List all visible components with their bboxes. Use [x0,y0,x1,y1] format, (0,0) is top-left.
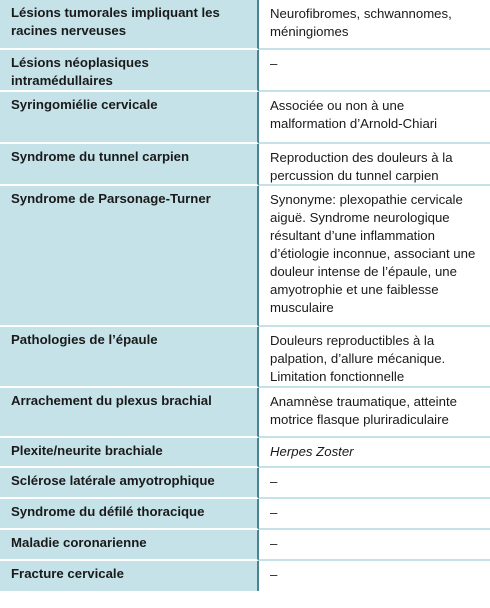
description-cell: – [259,561,490,591]
description-cell: Herpes Zoster [259,438,490,468]
condition-cell: Arrachement du plexus brachial [0,388,259,438]
condition-cell: Syndrome du défilé thoracique [0,499,259,530]
description-cell: Synonyme: plexopathie cervicale aiguë. Syndrome neurologique résultant d’une inflammation d’étiologie inconnue, associant une douleur intense de l’épaule, une amyotrophie et une faiblesse musculaire [259,186,490,327]
condition-cell: Plexite/neurite brachiale [0,438,259,468]
description-cell: Anamnèse traumatique, atteinte motrice flasque pluriradiculaire [259,388,490,438]
description-cell: – [259,50,490,92]
description-cell: – [259,468,490,499]
description-cell: Neurofibromes, schwannomes, méningiomes [259,0,490,50]
condition-cell: Syndrome de Parsonage-Turner [0,186,259,327]
condition-cell: Lésions néoplasiques intramédullaires [0,50,259,92]
description-cell: Douleurs reproductibles à la palpation, d’allure mécanique. Limitation fonctionnelle [259,327,490,388]
condition-cell: Syndrome du tunnel carpien [0,144,259,186]
condition-cell: Fracture cervicale [0,561,259,591]
condition-cell: Syringomiélie cervicale [0,92,259,144]
condition-cell: Maladie coronarienne [0,530,259,561]
description-cell: Reproduction des douleurs à la percussion du tunnel carpien [259,144,490,186]
condition-cell: Pathologies de l’épaule [0,327,259,388]
description-cell: – [259,530,490,561]
description-cell: – [259,499,490,530]
condition-cell: Lésions tumorales impliquant les racines nerveuses [0,0,259,50]
condition-cell: Sclérose latérale amyotrophique [0,468,259,499]
description-cell: Associée ou non à une malformation d’Arnold-Chiari [259,92,490,144]
